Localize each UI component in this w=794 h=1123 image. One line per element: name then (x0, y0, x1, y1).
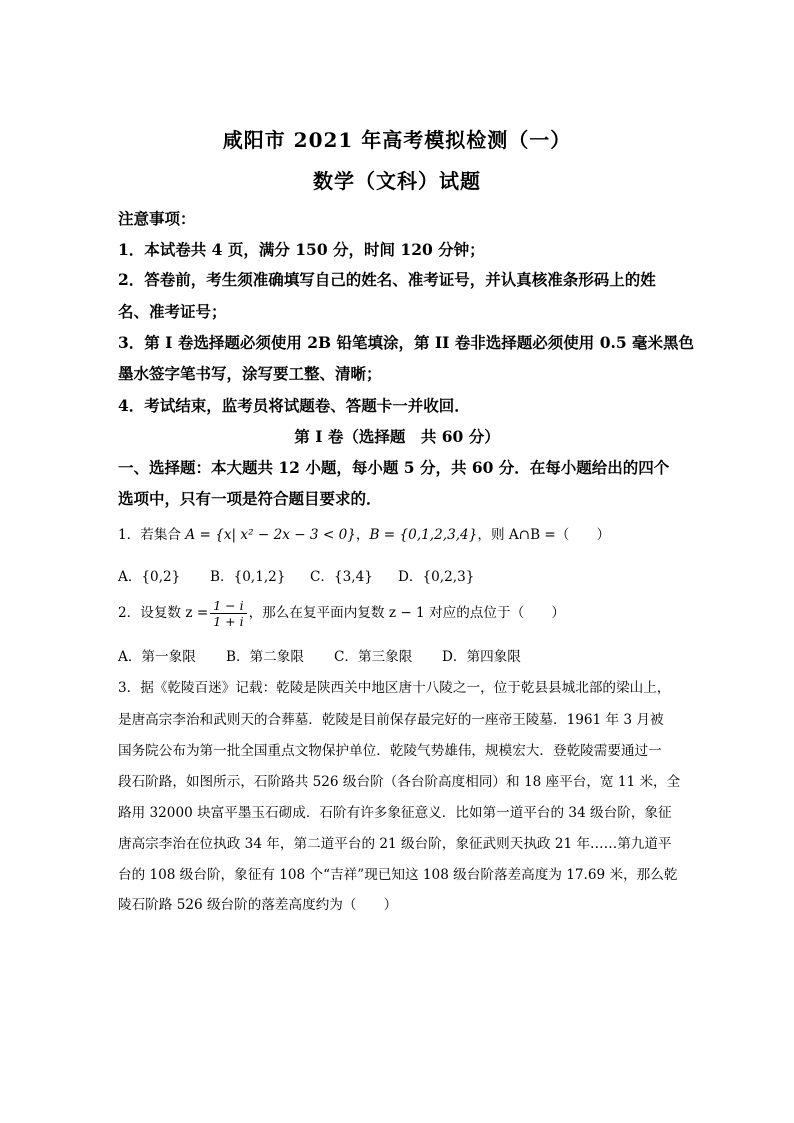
q3-line-8: 陵石阶路 526 级台阶的落差高度约为（ ） (118, 897, 398, 913)
q1-prefix: 1．若集合 (118, 527, 186, 543)
q2-option-c: C．第三象限 (334, 649, 413, 665)
q2-option-a: A．第一象限 (118, 649, 196, 665)
q3-line-2: 是唐高宗李治和武则天的合葬墓．乾陵是目前保存最完好的一座帝王陵墓．1961 年 3 月被 (118, 712, 664, 728)
q1-set-a: A = {x| x² − 2x − 3 < 0} (185, 527, 356, 543)
notice-line-5: 墨水签字笔书写，涂写要工整、清晰； (118, 364, 382, 383)
q1-option-a: A．{0,2} (118, 569, 181, 585)
q2-denominator: 1 + i (213, 614, 244, 629)
question-2 (118, 598, 678, 629)
q2-option-d: D．第四象限 (442, 649, 521, 665)
q1-option-d: D．{0,2,3} (398, 569, 475, 585)
q1-option-b: B．{0,1,2} (210, 569, 286, 585)
q2-prefix: 2．设复数 z = (118, 605, 209, 621)
q1-option-c: C．{3,4} (310, 569, 373, 585)
q2-numerator: 1 − i (210, 598, 246, 614)
q2-options (118, 645, 678, 665)
notice-line-3: 名、准考证号； (118, 302, 227, 321)
notice-line-1: 1．本试卷共 4 页，满分 150 分，时间 120 分钟； (118, 240, 485, 259)
notice-line-2: 2．答卷前，考生须准确填写自己的姓名、准考证号，并认真核准条形码上的姓 (118, 270, 656, 289)
q3-line-6: 唐高宗李治在位执政 34 年，第二道平台的 21 级台阶，象征武则天执政 21 年……第九道平 (118, 836, 672, 852)
q3-line-5: 路用 32000 块富平墨玉石砌成．石阶有许多象征意义．比如第一道平台的 34 级台阶，象征 (118, 805, 672, 821)
section-intro-1: 一、选择题：本大题共 12 小题，每小题 5 分，共 60 分．在每小题给出的四个 (118, 458, 670, 477)
q1-suffix: ，则 A∩B =（ ） (477, 527, 611, 543)
notice-line-4: 3．第 I 卷选择题必须使用 2B 铅笔填涂，第 II 卷非选择题必须使用 0.5 毫米黑色 (118, 333, 695, 352)
q2-option-b: B．第二象限 (226, 649, 304, 665)
q3-line-1: 3．据《乾陵百迷》记载：乾陵是陕西关中地区唐十八陵之一，位于乾县县城北部的梁山上， (118, 680, 671, 696)
section-intro-2: 选项中，只有一项是符合题目要求的． (118, 489, 382, 508)
q3-line-7: 台的 108 级台阶，象征有 108 个“吉祥”现已知这 108 级台阶落差高度为 17.69 米，那么乾 (118, 867, 678, 883)
q1-sep: ， (355, 527, 370, 543)
q1-set-b: B = {0,1,2,3,4} (369, 527, 478, 543)
q3-line-3: 国务院公布为第一批全国重点文物保护单位．乾陵气势雄伟，规模宏大．登乾陵需要通过一 (118, 743, 662, 759)
exam-subtitle: 数学（文科）试题 (313, 169, 481, 193)
q3-line-4: 段石阶路，如图所示，石阶路共 526 级台阶（各台阶高度相同）和 18 座平台，宽 11 米，全 (118, 774, 681, 790)
question-1 (118, 523, 678, 543)
q2-mid: ，那么在复平面内复数 z − 1 对应的点位于（ ） (248, 605, 565, 621)
exam-title: 咸阳市 2021 年高考模拟检测（一） (222, 128, 572, 152)
q2-fraction (210, 598, 246, 629)
notice-heading: 注意事项： (118, 209, 196, 228)
section-title: 第 I 卷（选择题 共 60 分） (294, 427, 500, 446)
q1-options (118, 565, 678, 585)
notice-line-6: 4．考试结束，监考员将试题卷、答题卡一并收回． (118, 396, 470, 415)
